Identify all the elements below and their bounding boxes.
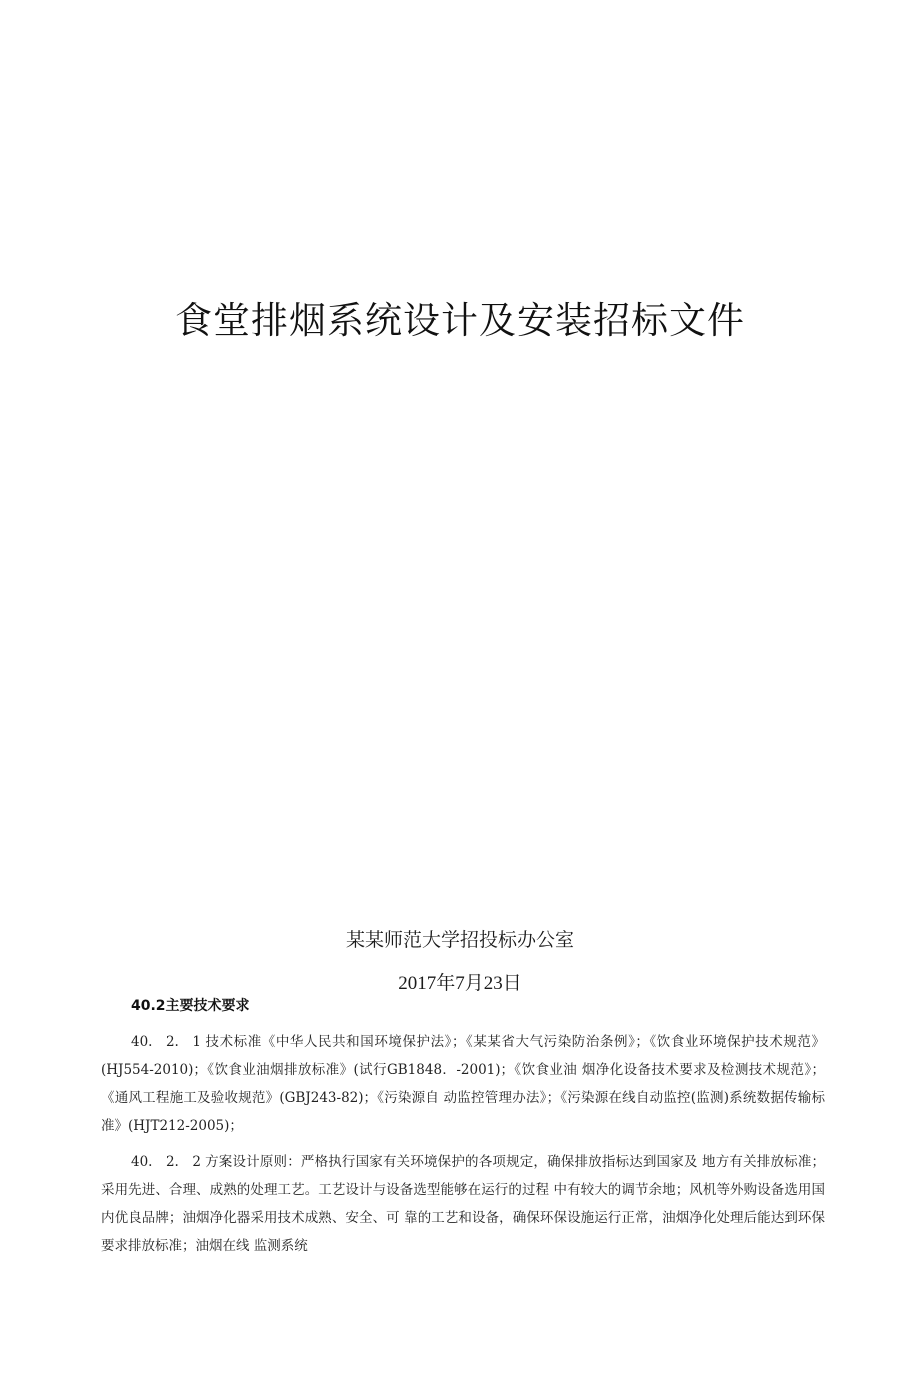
- paragraph-text: 方案设计原则：严格执行国家有关环境保护的各项规定，确保排放指标达到国家及 地方有关排放标准；采用先进、合理、成熟的处理工艺。工艺设计与设备选型能够在运行的过程 中有较大的调节余地；风机等外购设备选用国内优良品牌；油烟净化器采用技术成熟、安全、可 靠的工艺和设备，确保环保设施运行正常，油烟净化处理后能达到环保要求排放标准；油烟在线 监测系统: [101, 1154, 825, 1254]
- section-heading: 40.2主要技术要求: [131, 998, 250, 1014]
- paragraph-text: 技术标准《中华人民共和国环境保护法》；《某某省大气污染防治条例》；《饮食业环境保护技术规范》(HJ554-2010)；《饮食业油烟排放标准》(试行GB1848．-2001)；《饮食业油 烟净化设备技术要求及检测技术规范》；《通风工程施工及验收规范》(GBJ243-82)；《污染源自 动监控管理办法》；《污染源在线自动监控(监测)系统数据传输标准》(HJT212-2005)；: [101, 1034, 825, 1134]
- issuer-name: 某某师范大学招投标办公室: [345, 929, 574, 951]
- paragraph-technical-standards: [101, 1028, 825, 1140]
- paragraph-number: 40. 2. 2: [131, 1154, 201, 1170]
- paragraph-design-principles: [101, 1148, 825, 1260]
- document-title: 食堂排烟系统设计及安装招标文件: [175, 299, 745, 342]
- issue-date: 2017年7月23日: [398, 973, 522, 994]
- paragraph-number: 40. 2. 1: [131, 1034, 201, 1050]
